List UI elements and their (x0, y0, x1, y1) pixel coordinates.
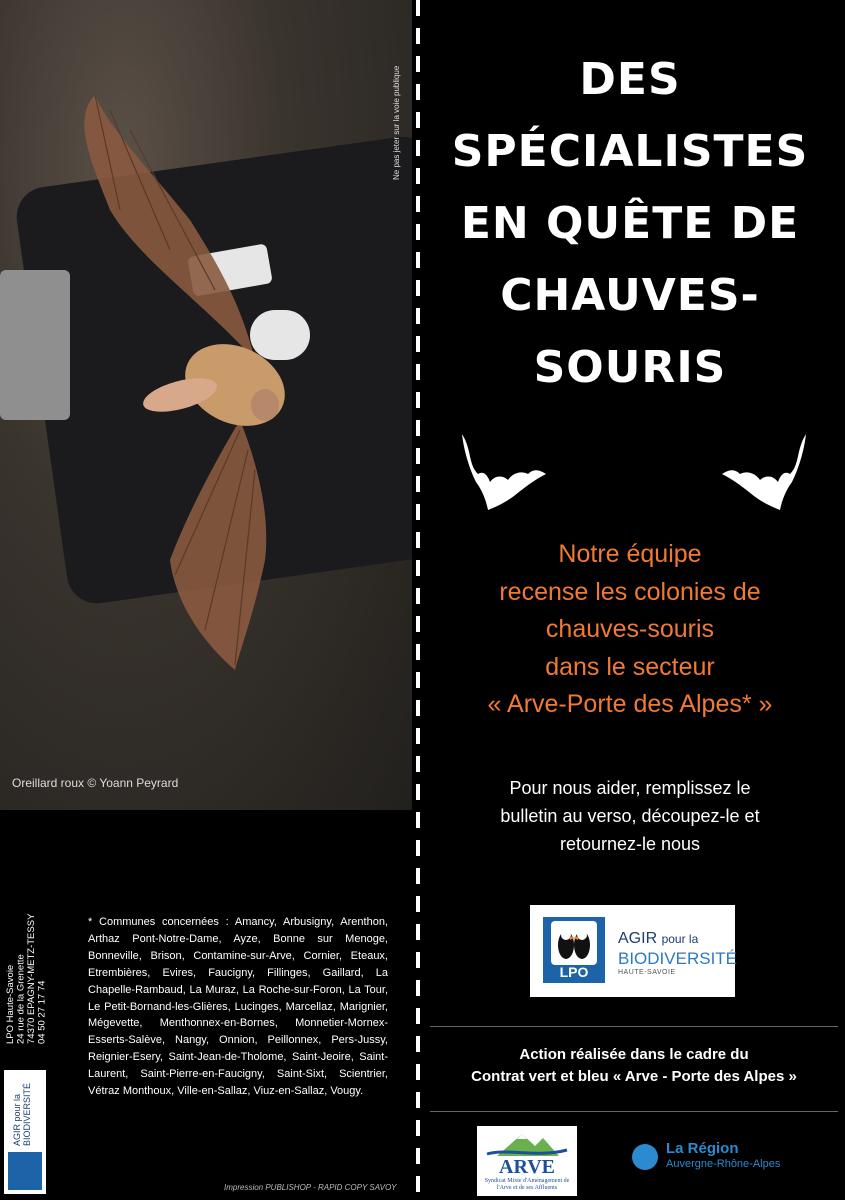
region-mark-icon (632, 1144, 658, 1170)
small-logo-text (12, 1076, 32, 1146)
help-line: bulletin au verso, découpez-le et (500, 806, 760, 826)
address-line: 74370 EPAGNY-METZ-TESSY (26, 913, 37, 1044)
small-logo-agir: AGIR pour la (12, 1093, 22, 1146)
cut-line (416, 0, 420, 1200)
title-line: SOURIS (533, 342, 727, 393)
address-line: 04 50 27 17 74 (36, 980, 48, 1044)
survey-line: dans le secteur (545, 652, 715, 681)
bat-silhouette-right-icon (718, 430, 810, 512)
separator-bottom (430, 1111, 838, 1112)
mountain-icon (477, 1128, 577, 1158)
help-line: Pour nous aider, remplissez le (509, 778, 751, 798)
title-line: DES (579, 54, 681, 105)
separator-top (430, 1026, 838, 1027)
survey-line: « Arve-Porte des Alpes* » (487, 690, 773, 718)
address-line: 24 rue de la Grenette (15, 954, 27, 1044)
puffin-icon (551, 921, 597, 965)
survey-line: chauves-souris (545, 615, 715, 643)
page-title (430, 44, 830, 404)
agir-text (618, 931, 698, 947)
action-statement (430, 1044, 838, 1088)
printer-credit: Impression PUBLISHOP - RAPID COPY SAVOY (224, 1183, 397, 1192)
arve-name: ARVE (499, 1156, 555, 1178)
help-instructions (445, 774, 815, 858)
photo-caption: Oreillard roux © Yoann Peyrard (12, 776, 179, 790)
help-line: retournez-le nous (559, 834, 701, 854)
lpo-address (5, 913, 50, 1044)
survey-description (430, 536, 830, 724)
survey-line: recense les colonies de (499, 577, 761, 606)
arve-logo (477, 1126, 577, 1196)
small-lpo-logo (4, 1070, 46, 1194)
biodiversite-text: BIODIVERSITÉ (618, 949, 738, 968)
action-line: Action réalisée dans le cadre du (519, 1046, 749, 1063)
pour-la-word: pour la (661, 932, 699, 946)
disposal-notice: Ne pas jeter sur la voie publique (392, 65, 401, 180)
title-line: EN QUÊTE DE (460, 198, 800, 249)
communes-list: * Communes concernées : Amancy, Arbusigny, Arenthon, Arthaz Pont-Notre-Dame, Ayze, Bonne sur Menoge, Bonneville, Brison, Contamine-sur-Arve, Cornier, Eteaux, Etrembières, Evires, Faucigny, Fillinges, Gaillard, La Chapelle-Rambaud, La Muraz, La Roche-sur-Foron, La Tour, Le Petit-Bornand-les-Glières, Lucinges, Marcellaz, Marignier, Mégevette, Menthonnex-en-Bornes, Monnetier-Mornex-Esserts-Salève, Nangy, Onnion, Peillonnex, Pers-Jussy, Reignier-Esery, Saint-Jean-de-Tholome, Saint-Jeoire, Saint-Laurent, Saint-Pierre-en-Faucigny, Saint-Sixt, Scientrier, Vétraz Monthoux, Ville-en-Sallaz, Viuz-en-Sallaz, Vougy. (88, 916, 388, 1098)
bat-silhouette-left-icon (458, 430, 550, 512)
address-line: LPO Haute-Savoie (5, 964, 16, 1044)
region-subname: Auvergne-Rhône-Alpes (666, 1158, 781, 1170)
lpo-text: LPO (559, 964, 589, 980)
survey-line: Notre équipe (558, 540, 702, 568)
haute-savoie-text: HAUTE-SAVOIE (618, 969, 676, 976)
agir-word: AGIR (618, 930, 658, 947)
lpo-logo (530, 905, 738, 997)
title-line: CHAUVES- (500, 270, 760, 321)
region-name: La Région (666, 1140, 739, 1157)
bat-illustration (0, 0, 412, 810)
small-logo-biodiv: BIODIVERSITÉ (22, 1082, 32, 1146)
arve-subtitle: Syndicat Mixte d'Aménagement de l'Arve et de ses Affluents (484, 1178, 570, 1191)
lpo-badge (543, 917, 605, 983)
bat-photo (0, 0, 412, 810)
action-line: Contrat vert et bleu « Arve - Porte des Alpes » (471, 1068, 797, 1085)
title-line: SPÉCIALISTES (451, 126, 809, 177)
small-puffin-icon (8, 1152, 42, 1190)
